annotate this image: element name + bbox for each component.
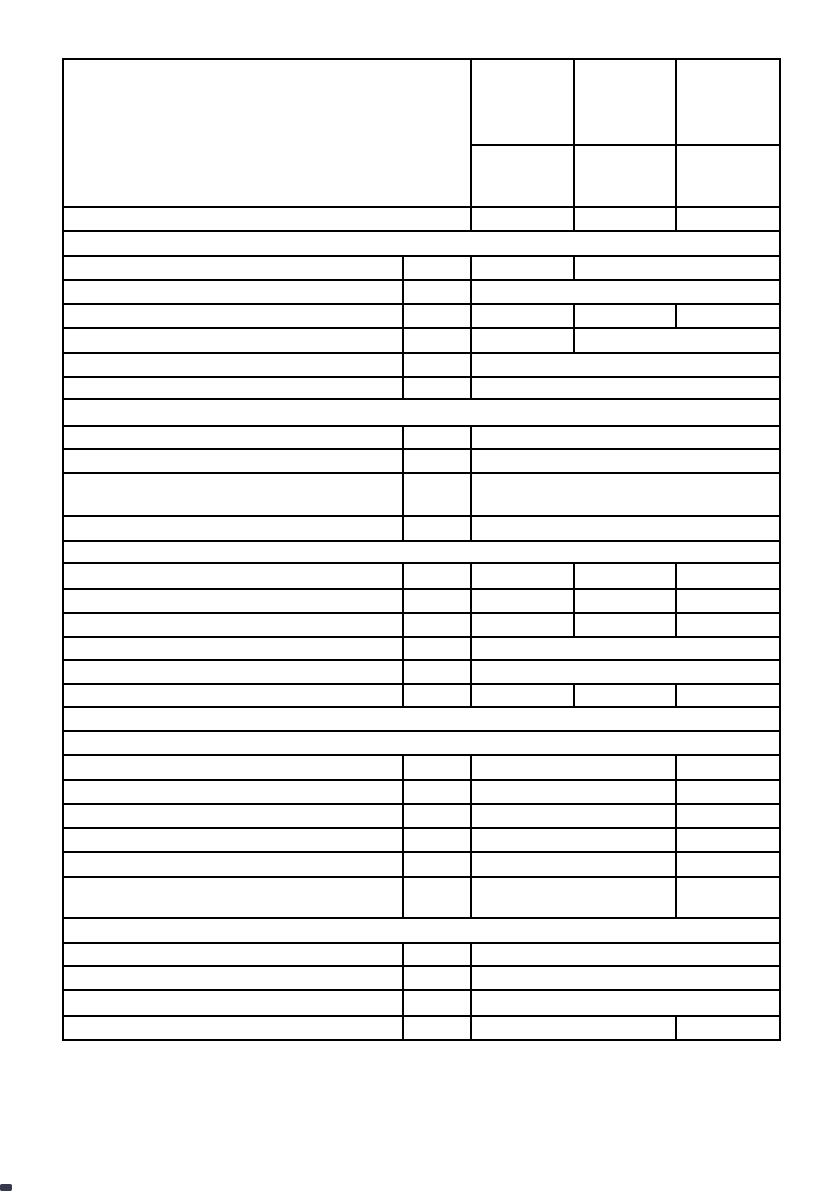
empty-cell [471,684,574,707]
empty-cell [471,966,780,990]
empty-cell [63,207,471,231]
empty-cell [63,990,403,1016]
empty-cell [63,707,780,731]
empty-cell [63,660,403,684]
empty-cell [63,280,403,304]
empty-cell [676,684,780,707]
empty-cell [471,637,780,660]
empty-cell [676,828,780,852]
empty-cell [63,541,780,563]
empty-cell [403,828,471,852]
empty-cell [676,207,780,231]
empty-cell [471,828,676,852]
empty-cell [471,660,780,684]
empty-cell [574,59,676,145]
empty-cell [63,256,403,280]
empty-cell [471,877,676,918]
empty-cell [63,304,403,328]
blank-table [62,58,781,1041]
table-row [63,1016,780,1040]
empty-cell [471,516,780,541]
empty-cell [676,589,780,613]
empty-cell [63,731,780,755]
empty-cell [574,563,676,589]
table-row [63,353,780,377]
table-row [63,684,780,707]
empty-cell [63,852,403,877]
scan-artifact-mark [0,1184,12,1191]
section-band-row [63,541,780,563]
empty-cell [403,589,471,613]
empty-cell [63,755,403,780]
empty-cell [471,145,574,207]
empty-cell [471,990,780,1016]
table-row [63,563,780,589]
section-band-row [63,707,780,731]
table-row [63,637,780,660]
empty-cell [471,426,780,449]
section-band-row [63,399,780,426]
empty-cell [63,637,403,660]
empty-cell [403,966,471,990]
empty-cell [471,852,676,877]
empty-cell [403,304,471,328]
table-row [63,207,780,231]
empty-cell [574,684,676,707]
empty-cell [403,377,471,399]
empty-cell [471,377,780,399]
table-row [63,256,780,280]
empty-cell [403,852,471,877]
empty-cell [676,59,780,145]
empty-cell [63,353,403,377]
empty-cell [574,328,780,353]
empty-cell [676,1016,780,1040]
empty-cell [63,473,403,516]
empty-cell [471,449,780,473]
empty-cell [403,613,471,637]
empty-cell [403,353,471,377]
empty-cell [471,280,780,304]
empty-cell [471,59,574,145]
empty-cell [403,280,471,304]
empty-cell [63,399,780,426]
table-row [63,304,780,328]
table-row [63,426,780,449]
table-row [63,516,780,541]
table-row [63,852,780,877]
empty-cell [403,473,471,516]
empty-cell [676,563,780,589]
empty-cell [471,563,574,589]
empty-cell [63,613,403,637]
table-row [63,473,780,516]
empty-cell [471,943,780,966]
empty-cell [471,780,676,804]
empty-cell [574,613,676,637]
table-row [63,328,780,353]
empty-cell [403,328,471,353]
empty-cell [403,877,471,918]
empty-cell [471,353,780,377]
empty-cell [403,1016,471,1040]
empty-cell [403,449,471,473]
empty-cell [63,684,403,707]
empty-cell [676,755,780,780]
table-row [63,755,780,780]
empty-cell [471,256,574,280]
empty-cell [471,207,574,231]
table-row [63,377,780,399]
empty-cell [63,328,403,353]
empty-cell [403,684,471,707]
table-row [63,660,780,684]
empty-cell [63,828,403,852]
table-row [63,828,780,852]
empty-cell [676,613,780,637]
table-row [63,449,780,473]
empty-cell [574,256,780,280]
table-row [63,804,780,828]
empty-cell [471,1016,676,1040]
empty-cell [574,145,676,207]
table-row [63,59,780,145]
empty-cell [403,943,471,966]
empty-cell [63,780,403,804]
empty-cell [574,304,676,328]
empty-cell [63,426,403,449]
empty-cell [63,943,403,966]
section-band-row [63,231,780,256]
table-row [63,280,780,304]
empty-cell [471,613,574,637]
table-row [63,780,780,804]
empty-cell [63,377,403,399]
empty-cell [676,145,780,207]
empty-cell [471,304,574,328]
empty-cell [676,877,780,918]
empty-cell [63,1016,403,1040]
empty-cell [63,877,403,918]
table-row [63,877,780,918]
empty-cell [403,563,471,589]
empty-cell [403,780,471,804]
empty-cell [403,660,471,684]
section-band-row [63,731,780,755]
empty-cell [63,589,403,613]
empty-cell [403,637,471,660]
empty-cell [403,426,471,449]
table-row [63,613,780,637]
table-row [63,966,780,990]
empty-cell [63,516,403,541]
empty-cell [676,304,780,328]
empty-cell [676,852,780,877]
empty-cell [471,589,574,613]
empty-cell [574,589,676,613]
empty-cell [471,804,676,828]
empty-cell [63,449,403,473]
empty-cell [63,918,780,943]
empty-cell [403,516,471,541]
empty-cell [574,207,676,231]
table-row [63,943,780,966]
section-band-row [63,918,780,943]
empty-cell [471,328,574,353]
empty-cell [676,804,780,828]
empty-cell [63,563,403,589]
empty-cell [63,966,403,990]
empty-cell [403,804,471,828]
empty-cell [471,755,676,780]
empty-cell [676,780,780,804]
empty-cell [63,804,403,828]
empty-cell [471,473,780,516]
empty-cell [403,755,471,780]
table-row [63,990,780,1016]
empty-cell [403,256,471,280]
empty-cell [403,990,471,1016]
table-row [63,589,780,613]
empty-cell [63,59,471,207]
empty-cell [63,231,780,256]
